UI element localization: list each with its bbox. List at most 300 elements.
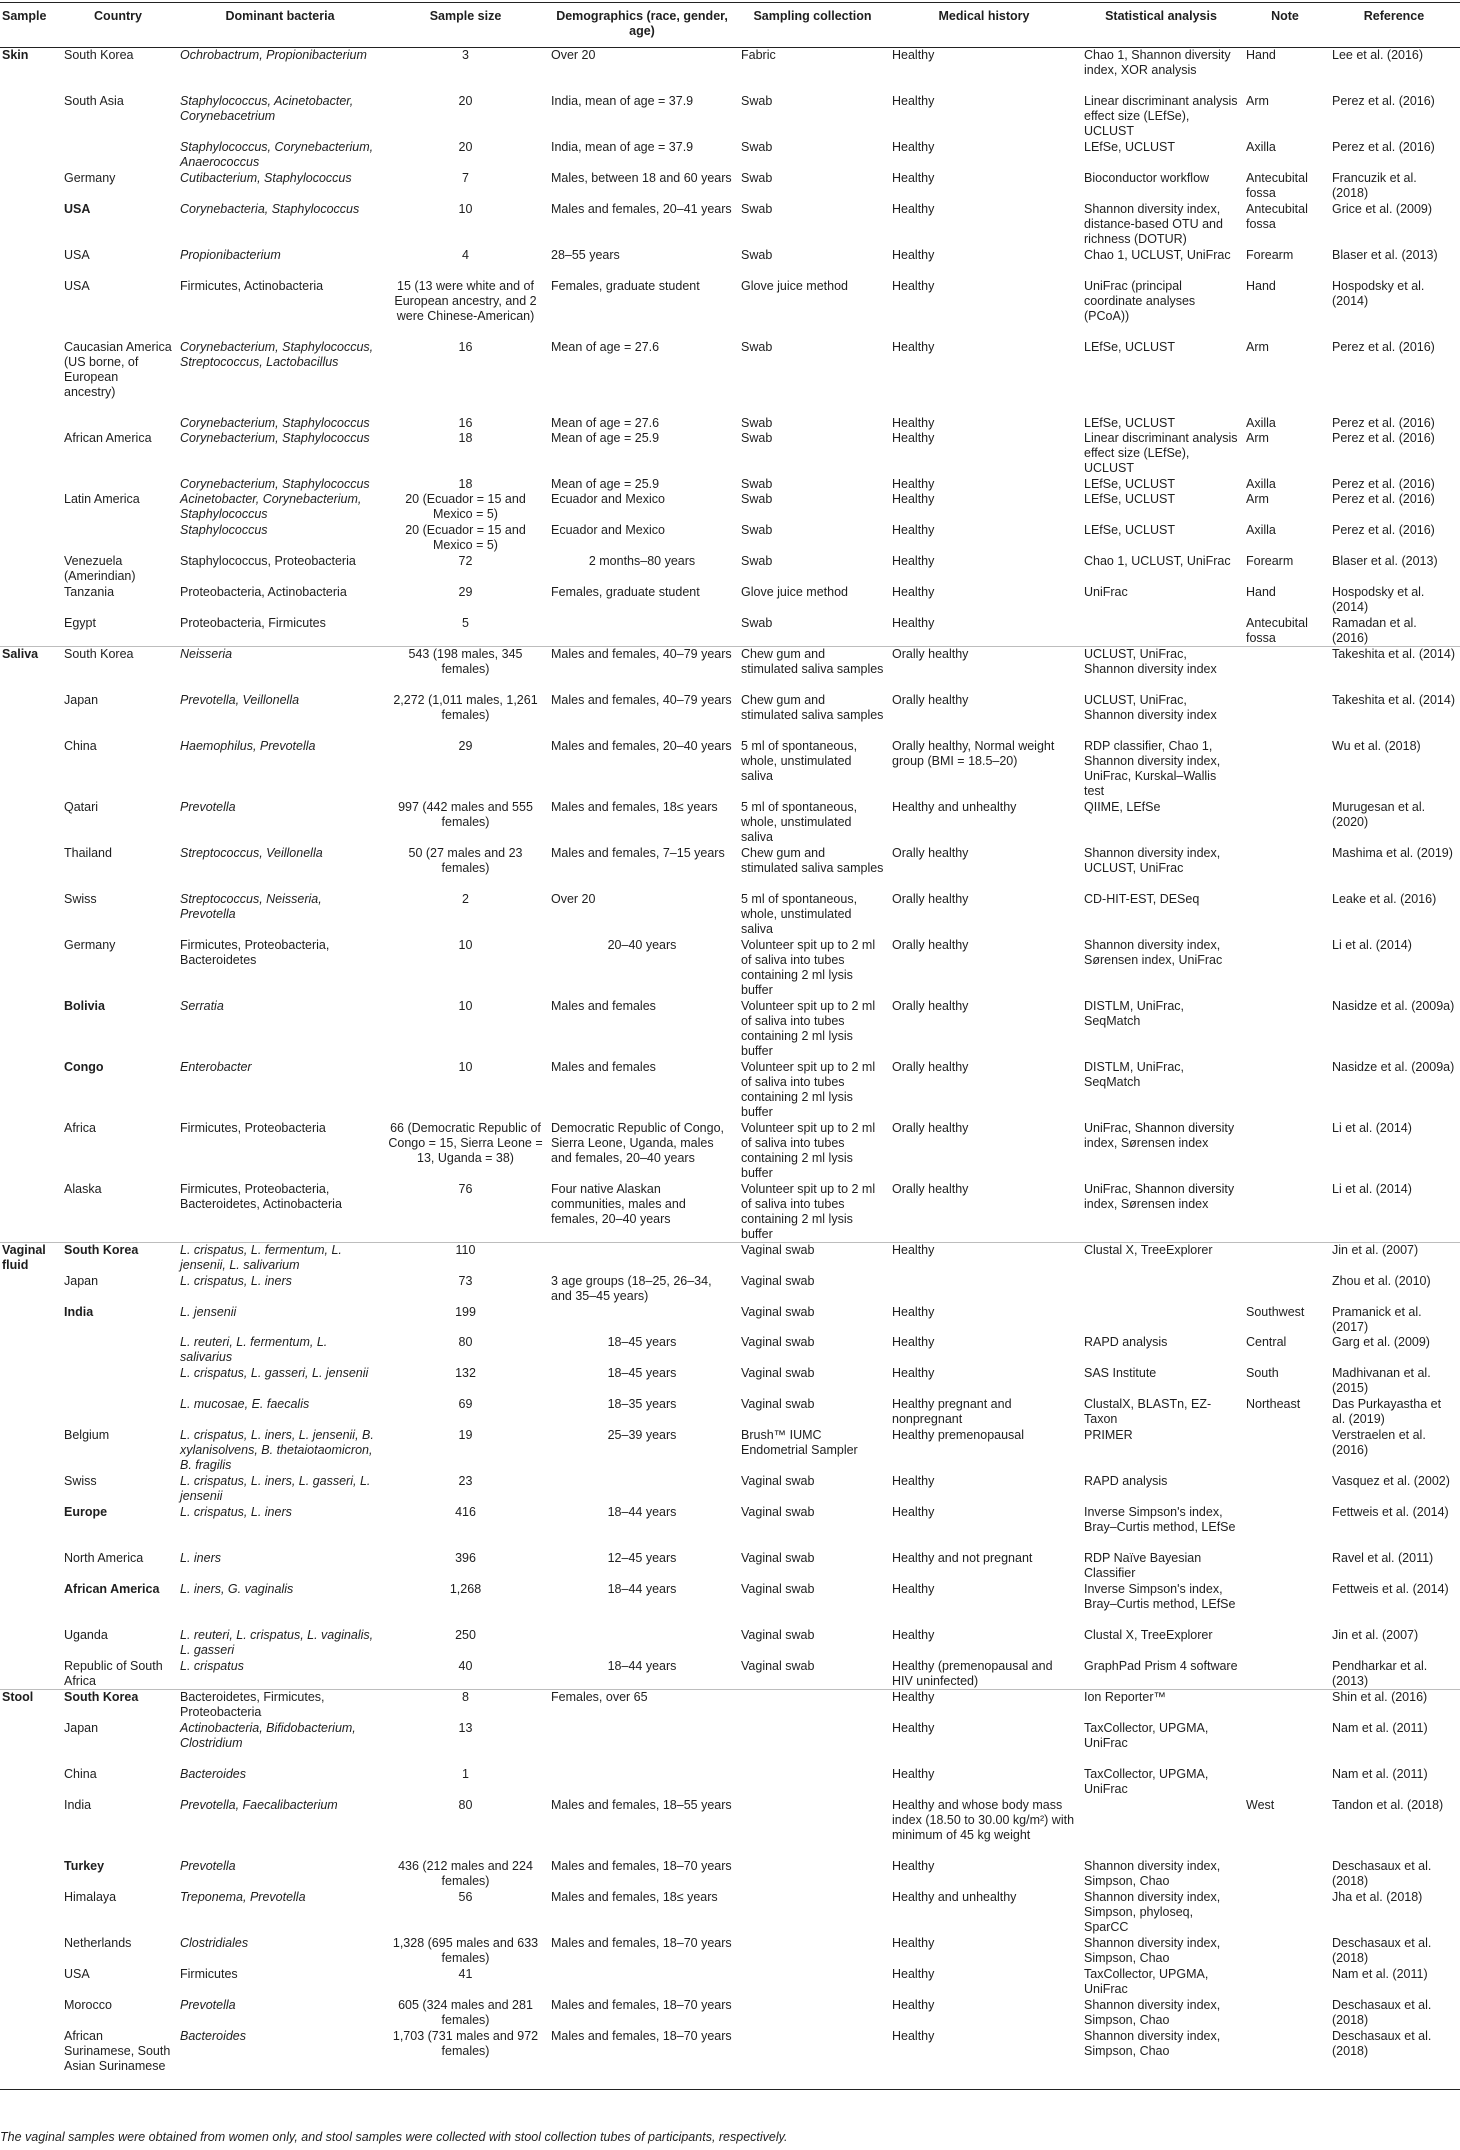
cell-country: Belgium <box>64 1427 110 1442</box>
cell-statistical-analysis: Clustal X, TreeExplorer <box>1084 1627 1213 1642</box>
cell-medical-history: Orally healthy <box>892 692 969 707</box>
cell-reference: Mashima et al. (2019) <box>1332 845 1453 860</box>
cell-country <box>60 477 176 492</box>
table-header-row <box>0 3 1460 48</box>
cell-note: Forearm <box>1246 553 1294 568</box>
cell-demographics: Mean of age = 25.9 <box>551 430 660 445</box>
cell-sample-size: 10 <box>458 201 473 216</box>
cell-demographics: 18–44 years <box>607 1581 677 1596</box>
cell-demographics: Males and females, 18≤ years <box>551 799 718 814</box>
cell-note <box>1242 1967 1328 1998</box>
table-row <box>0 279 1460 340</box>
cell-statistical-analysis: Linear discriminant analysis effect size (LEfSe), UCLUST <box>1084 430 1238 475</box>
cell-demographics: Males and females <box>551 1059 656 1074</box>
cell-dominant-bacteria: Corynebacterium, Staphylococcus, Streptococcus, Lactobacillus <box>180 339 374 369</box>
cell-sampling-collection <box>737 1690 888 1721</box>
table-row <box>0 1274 1460 1305</box>
cell-medical-history: Healthy and not pregnant <box>892 1550 1033 1565</box>
cell-reference: Perez et al. (2016) <box>1332 491 1435 506</box>
cell-medical-history: Orally healthy <box>892 1059 969 1074</box>
cell-statistical-analysis: UniFrac <box>1084 584 1128 599</box>
cell-sampling-collection: Vaginal swab <box>741 1334 815 1349</box>
cell-reference: Takeshita et al. (2014) <box>1328 647 1460 693</box>
cell-dominant-bacteria: L. crispatus <box>180 1658 244 1673</box>
cell-medical-history: Healthy and unhealthy <box>892 799 1017 814</box>
cell-demographics: 20–40 years <box>607 937 677 952</box>
cell-sampling-collection: Vaginal swab <box>741 1365 815 1380</box>
cell-country: African America <box>64 430 152 445</box>
cell-dominant-bacteria: Cutibacterium, Staphylococcus <box>180 170 352 185</box>
cell-medical-history: Healthy <box>888 1690 1080 1721</box>
table-row <box>0 1998 1460 2029</box>
cell-dominant-bacteria: Clostridiales <box>180 1935 249 1950</box>
table-row <box>0 1121 1460 1182</box>
cell-sample <box>0 846 60 892</box>
cell-country: Japan <box>64 692 99 707</box>
cell-country: China <box>64 738 97 753</box>
cell-demographics: Males and females, 40–79 years <box>547 647 737 693</box>
table-row <box>0 1798 1460 1859</box>
table-row <box>0 1890 1460 1936</box>
cell-statistical-analysis: ClustalX, BLASTn, EZ-Taxon <box>1084 1396 1212 1426</box>
cell-note: Axilla <box>1246 522 1276 537</box>
cell-demographics: Over 20 <box>547 48 737 94</box>
table-row <box>0 1397 1460 1428</box>
table-row <box>0 1505 1460 1551</box>
cell-statistical-analysis: Shannon diversity index, Simpson, Chao <box>1084 1997 1221 2027</box>
cell-reference: Blaser et al. (2013) <box>1332 553 1438 568</box>
cell-sample <box>0 1659 60 1690</box>
cell-medical-history: Healthy <box>892 139 935 154</box>
cell-note: Arm <box>1246 430 1269 445</box>
cell-demographics: Males and females, 20–40 years <box>551 738 732 753</box>
cell-sampling-collection: 5 ml of spontaneous, whole, unstimulated saliva <box>741 891 858 936</box>
cell-sample <box>0 1890 60 1936</box>
cell-note: Forearm <box>1246 247 1294 262</box>
cell-medical-history: Healthy <box>892 170 935 185</box>
cell-country: Alaska <box>64 1181 102 1196</box>
cell-statistical-analysis: LEfSe, UCLUST <box>1084 415 1176 430</box>
cell-statistical-analysis: TaxCollector, UPGMA, UniFrac <box>1084 1966 1209 1996</box>
cell-note <box>1242 1182 1328 1243</box>
cell-note <box>1242 1551 1328 1582</box>
cell-demographics <box>547 1474 737 1505</box>
table-row <box>0 202 1460 248</box>
cell-dominant-bacteria: Corynebacterium, Staphylococcus <box>180 415 370 430</box>
cell-reference: Perez et al. (2016) <box>1332 339 1435 354</box>
cell-medical-history: Orally healthy <box>892 998 969 1013</box>
cell-demographics: Over 20 <box>551 891 596 906</box>
cell-statistical-analysis: PRIMER <box>1084 1427 1133 1442</box>
cell-sampling-collection <box>737 1721 888 1767</box>
cell-sampling-collection: Vaginal swab <box>741 1396 815 1411</box>
cell-sample <box>0 140 60 171</box>
cell-statistical-analysis: UniFrac, Shannon diversity index, Sørensen index <box>1084 1181 1235 1211</box>
cell-demographics: 18–44 years <box>607 1658 677 1673</box>
table-row <box>0 1060 1460 1121</box>
cell-reference: Perez et al. (2016) <box>1332 415 1435 430</box>
cell-reference: Das Purkayastha et al. (2019) <box>1332 1396 1442 1426</box>
cell-note <box>1242 1767 1328 1798</box>
table-body <box>0 48 1460 2090</box>
cell-sample <box>0 202 60 248</box>
cell-sampling-collection: Swab <box>741 139 773 154</box>
cell-sample <box>0 938 60 999</box>
cell-note: Arm <box>1246 339 1269 354</box>
header-medical-history: Medical history <box>888 3 1080 48</box>
cell-dominant-bacteria: L. jensenii <box>180 1304 237 1319</box>
cell-sample-size: 16 <box>458 339 473 354</box>
cell-dominant-bacteria: Acinetobacter, Corynebacterium, Staphylococcus <box>180 491 362 521</box>
table-row <box>0 1936 1460 1967</box>
cell-dominant-bacteria: L. mucosae, E. faecalis <box>180 1396 310 1411</box>
cell-statistical-analysis: LEfSe, UCLUST <box>1084 139 1176 154</box>
cell-sample-size: 73 <box>458 1273 473 1288</box>
cell-country: China <box>64 1766 97 1781</box>
cell-sample <box>0 340 60 416</box>
cell-reference: Deschasaux et al. (2018) <box>1332 1858 1432 1888</box>
cell-demographics: Mean of age = 27.6 <box>551 415 660 430</box>
cell-note: Hand <box>1246 584 1276 599</box>
cell-country: Germany <box>64 170 116 185</box>
cell-sample <box>0 1551 60 1582</box>
cell-statistical-analysis: TaxCollector, UPGMA, UniFrac <box>1084 1720 1209 1750</box>
cell-note <box>1242 1659 1328 1690</box>
cell-sample <box>0 616 60 647</box>
table-row <box>0 616 1460 647</box>
cell-medical-history: Orally healthy <box>892 1181 969 1196</box>
cell-country: Europe <box>64 1504 108 1519</box>
cell-sample <box>0 1628 60 1659</box>
cell-sampling-collection: Swab <box>741 247 773 262</box>
cell-demographics <box>547 1767 737 1798</box>
cell-dominant-bacteria: L. iners <box>180 1550 221 1565</box>
cell-statistical-analysis: GraphPad Prism 4 software <box>1084 1658 1238 1673</box>
cell-note: Arm <box>1246 93 1269 108</box>
cell-reference: Jin et al. (2007) <box>1328 1243 1460 1274</box>
cell-medical-history: Healthy <box>892 615 935 630</box>
cell-dominant-bacteria: Bacteroidetes, Firmicutes, Proteobacteria <box>176 1690 384 1721</box>
cell-reference: Li et al. (2014) <box>1332 1120 1412 1135</box>
cell-sampling-collection: Volunteer spit up to 2 ml of saliva into tubes containing 2 ml lysis buffer <box>741 1181 876 1241</box>
cell-note: Hand <box>1242 48 1328 94</box>
cell-note: Axilla <box>1246 476 1276 491</box>
cell-dominant-bacteria: Corynebacterium, Staphylococcus <box>180 430 370 445</box>
cell-reference: Perez et al. (2016) <box>1332 476 1435 491</box>
cell-statistical-analysis: UCLUST, UniFrac, Shannon diversity index <box>1084 692 1217 722</box>
cell-reference: Madhivanan et al. (2015) <box>1332 1365 1431 1395</box>
cell-note: Northeast <box>1246 1396 1301 1411</box>
cell-country <box>60 523 176 554</box>
cell-sampling-collection: Swab <box>741 415 773 430</box>
cell-demographics: Democratic Republic of Congo, Sierra Leone, Uganda, males and females, 20–40 years <box>551 1120 724 1165</box>
cell-sample-size: 10 <box>458 998 473 1013</box>
cell-statistical-analysis: UniFrac (principal coordinate analyses (PCoA)) <box>1084 278 1196 323</box>
cell-sample <box>0 1305 60 1335</box>
cell-sampling-collection <box>737 1859 888 1890</box>
cell-statistical-analysis: RDP Naïve Bayesian Classifier <box>1084 1550 1202 1580</box>
cell-sample-size: 40 <box>458 1658 473 1673</box>
cell-medical-history: Healthy <box>892 584 935 599</box>
cell-reference: Jha et al. (2018) <box>1332 1889 1423 1904</box>
cell-note: Arm <box>1246 491 1269 506</box>
table-row <box>0 800 1460 846</box>
cell-country: Japan <box>64 1273 99 1288</box>
cell-demographics: Females, over 65 <box>547 1690 737 1721</box>
cell-medical-history: Healthy <box>888 1243 1080 1274</box>
cell-dominant-bacteria: Prevotella <box>180 1997 236 2012</box>
cell-note <box>1242 1890 1328 1936</box>
cell-medical-history: Healthy <box>892 1581 935 1596</box>
table-row <box>0 1335 1460 1366</box>
cell-dominant-bacteria: Bacteroides <box>176 2029 384 2090</box>
cell-reference: Nasidze et al. (2009a) <box>1332 1059 1455 1074</box>
cell-reference: Perez et al. (2016) <box>1332 430 1435 445</box>
cell-statistical-analysis: Chao 1, Shannon diversity index, XOR analysis <box>1080 48 1242 94</box>
cell-sample-size: 20 (Ecuador = 15 and Mexico = 5) <box>405 491 526 521</box>
cell-sample-size: 80 <box>458 1334 473 1349</box>
cell-country: Netherlands <box>64 1935 132 1950</box>
cell-medical-history: Healthy <box>892 1766 935 1781</box>
cell-demographics: Males and females, 7–15 years <box>551 845 725 860</box>
cell-country: South Korea <box>60 647 176 693</box>
cell-statistical-analysis: Inverse Simpson's index, Bray–Curtis method, LEfSe <box>1084 1504 1236 1534</box>
cell-sampling-collection: Vaginal swab <box>741 1473 815 1488</box>
cell-sample-size: 3 <box>384 48 547 94</box>
cell-note: South <box>1246 1365 1279 1380</box>
cell-note <box>1242 1690 1328 1721</box>
cell-dominant-bacteria: L. reuteri, L. fermentum, L. salivarius <box>180 1334 328 1364</box>
table-row <box>0 94 1460 140</box>
cell-medical-history: Healthy <box>892 339 935 354</box>
table-row <box>0 140 1460 171</box>
cell-sampling-collection: Brush™ IUMC Endometrial Sampler <box>741 1427 858 1457</box>
cell-sample-size: 1 <box>462 1766 469 1781</box>
cell-demographics: 3 age groups (18–25, 26–34, and 35–45 years) <box>551 1273 712 1303</box>
cell-sample-size: 2 <box>462 891 469 906</box>
cell-reference: Murugesan et al. (2020) <box>1332 799 1426 829</box>
cell-note <box>1242 1121 1328 1182</box>
cell-country: Africa <box>64 1120 96 1135</box>
table-row <box>0 2029 1460 2090</box>
cell-dominant-bacteria: Serratia <box>180 998 224 1013</box>
cell-sample <box>0 1859 60 1890</box>
cell-country <box>60 416 176 431</box>
cell-sampling-collection: Vaginal swab <box>741 1273 815 1288</box>
cell-dominant-bacteria: Streptococcus, Neisseria, Prevotella <box>180 891 322 921</box>
cell-sampling-collection: Swab <box>741 93 773 108</box>
cell-sample-size: 18 <box>458 430 473 445</box>
cell-demographics: Ecuador and Mexico <box>551 491 665 506</box>
cell-sample <box>0 171 60 202</box>
cell-sample-size: 41 <box>458 1966 473 1981</box>
cell-country: Thailand <box>64 845 112 860</box>
cell-statistical-analysis: Shannon diversity index, Simpson, Chao <box>1084 1935 1221 1965</box>
cell-statistical-analysis: LEfSe, UCLUST <box>1084 491 1176 506</box>
cell-statistical-analysis: UCLUST, UniFrac, Shannon diversity index <box>1080 647 1242 693</box>
cell-sample <box>0 1798 60 1859</box>
cell-note <box>1242 1628 1328 1659</box>
cell-statistical-analysis: QIIME, LEfSe <box>1084 799 1161 814</box>
cell-note <box>1242 892 1328 938</box>
cell-sampling-collection: Fabric <box>737 48 888 94</box>
cell-statistical-analysis: Linear discriminant analysis effect size (LEfSe), UCLUST <box>1084 93 1238 138</box>
cell-sampling-collection: Volunteer spit up to 2 ml of saliva into tubes containing 2 ml lysis buffer <box>741 937 876 997</box>
cell-country: Republic of South Africa <box>64 1658 163 1688</box>
cell-statistical-analysis: Clustal X, TreeExplorer <box>1080 1243 1242 1274</box>
cell-sampling-collection: Vaginal swab <box>737 1243 888 1274</box>
cell-note <box>1242 1721 1328 1767</box>
cell-reference: Nam et al. (2011) <box>1332 1966 1428 1981</box>
cell-reference: Pramanick et al. (2017) <box>1332 1304 1422 1334</box>
cell-country: Japan <box>64 1720 99 1735</box>
cell-sample <box>0 1967 60 1998</box>
table-footnote: The vaginal samples were obtained from women only, and stool samples were collected with stool collection tubes of participants, respectively. <box>0 2130 788 2144</box>
cell-demographics <box>547 616 737 647</box>
cell-note <box>1242 800 1328 846</box>
cell-medical-history: Healthy <box>892 201 935 216</box>
cell-sample-size: 72 <box>458 553 473 568</box>
cell-statistical-analysis: RAPD analysis <box>1084 1473 1168 1488</box>
cell-reference: Garg et al. (2009) <box>1332 1334 1430 1349</box>
cell-sample <box>0 892 60 938</box>
table-row <box>0 1767 1460 1798</box>
cell-sampling-collection <box>737 1936 888 1967</box>
cell-medical-history: Healthy <box>892 1997 935 2012</box>
table-row <box>0 523 1460 554</box>
cell-sample-size: 7 <box>462 170 469 185</box>
cell-dominant-bacteria: Neisseria <box>176 647 384 693</box>
cell-sample <box>0 1767 60 1798</box>
cell-sampling-collection: Vaginal swab <box>741 1550 815 1565</box>
cell-sample-size: 76 <box>458 1181 473 1196</box>
cell-reference: Shin et al. (2016) <box>1328 1690 1460 1721</box>
cell-sampling-collection <box>737 1890 888 1936</box>
cell-reference: Deschasaux et al. (2018) <box>1332 1935 1432 1965</box>
cell-sample: Saliva <box>0 647 60 693</box>
cell-sample-size: 250 <box>455 1627 476 1642</box>
cell-demographics: India, mean of age = 37.9 <box>551 93 694 108</box>
cell-statistical-analysis: Ion Reporter™ <box>1080 1690 1242 1721</box>
cell-sampling-collection: Swab <box>741 522 773 537</box>
cell-sample-size: 436 (212 males and 224 females) <box>398 1858 533 1888</box>
cell-dominant-bacteria: L. reuteri, L. crispatus, L. vaginalis, L. gasseri <box>180 1627 374 1657</box>
table-row <box>0 1305 1460 1335</box>
cell-reference: Nasidze et al. (2009a) <box>1332 998 1455 1013</box>
cell-sample-size: 23 <box>458 1473 473 1488</box>
cell-sample-size: 15 (13 were white and of European ancestry, and 2 were Chinese-American) <box>394 278 537 323</box>
cell-dominant-bacteria: L. crispatus, L. iners <box>180 1504 292 1519</box>
cell-sample-size: 1,328 (695 males and 633 females) <box>392 1935 539 1965</box>
cell-statistical-analysis: LEfSe, UCLUST <box>1084 522 1176 537</box>
cell-country: India <box>64 1304 94 1319</box>
cell-dominant-bacteria: L. crispatus, L. iners, L. jensenii, B. xylanisolvens, B. thetaiotaomicron, B. fragilis <box>180 1427 374 1472</box>
cell-sampling-collection: Glove juice method <box>741 584 849 599</box>
cell-medical-history: Healthy <box>892 1365 935 1380</box>
cell-demographics: 18–35 years <box>607 1396 677 1411</box>
cell-sample <box>0 1274 60 1305</box>
cell-note: Antecubital fossa <box>1246 170 1308 200</box>
cell-country: Bolivia <box>64 998 105 1013</box>
header-sample-size: Sample size <box>384 3 547 48</box>
cell-country: USA <box>64 1966 90 1981</box>
cell-sample-size: 19 <box>458 1427 473 1442</box>
cell-demographics: Males and females, 40–79 years <box>551 692 732 707</box>
cell-dominant-bacteria: Enterobacter <box>180 1059 252 1074</box>
cell-country: South Korea <box>60 1690 176 1721</box>
cell-demographics: Mean of age = 25.9 <box>551 476 660 491</box>
cell-reference: Verstraelen et al. (2016) <box>1332 1427 1426 1457</box>
cell-medical-history: Healthy <box>892 93 935 108</box>
cell-country <box>60 140 176 171</box>
cell-country: Turkey <box>64 1858 105 1873</box>
cell-note: West <box>1246 1797 1275 1812</box>
cell-sample-size: 605 (324 males and 281 females) <box>398 1997 533 2027</box>
cell-reference: Lee et al. (2016) <box>1328 48 1460 94</box>
cell-statistical-analysis <box>1080 1798 1242 1859</box>
table-row <box>0 1859 1460 1890</box>
cell-medical-history: Healthy <box>892 1966 935 1981</box>
cell-sample-size: 199 <box>455 1304 476 1319</box>
header-sample: Sample <box>0 3 60 48</box>
cell-medical-history: Healthy <box>892 1334 935 1349</box>
cell-sample <box>0 1335 60 1366</box>
cell-sampling-collection <box>737 1967 888 1998</box>
cell-country: Tanzania <box>64 584 115 599</box>
cell-sampling-collection: Volunteer spit up to 2 ml of saliva into tubes containing 2 ml lysis buffer <box>741 1120 876 1180</box>
cell-sample <box>0 1060 60 1121</box>
cell-country: Egypt <box>64 615 96 630</box>
cell-statistical-analysis: Shannon diversity index, UCLUST, UniFrac <box>1084 845 1221 875</box>
cell-reference: Deschasaux et al. (2018) <box>1332 1997 1432 2027</box>
cell-sample <box>0 1505 60 1551</box>
cell-dominant-bacteria: Proteobacteria, Firmicutes <box>180 615 326 630</box>
cell-country: African America <box>64 1581 160 1596</box>
cell-demographics <box>547 1628 737 1659</box>
cell-country: Himalaya <box>64 1889 117 1904</box>
cell-dominant-bacteria: Firmicutes <box>180 1966 238 1981</box>
cell-statistical-analysis: RDP classifier, Chao 1, Shannon diversity index, UniFrac, Kurskal–Wallis test <box>1084 738 1221 798</box>
cell-sampling-collection: Chew gum and stimulated saliva samples <box>741 692 884 722</box>
cell-medical-history: Healthy <box>892 247 935 262</box>
cell-reference: Nam et al. (2011) <box>1332 1766 1428 1781</box>
cell-reference: Hospodsky et al. (2014) <box>1332 278 1425 308</box>
cell-note <box>1242 647 1328 693</box>
cell-country: South Asia <box>64 93 124 108</box>
cell-demographics: Males and females, 18–70 years <box>551 1935 732 1950</box>
cell-sampling-collection: Swab <box>741 430 773 445</box>
cell-medical-history: Healthy <box>892 1304 935 1319</box>
cell-reference: Jin et al. (2007) <box>1332 1627 1419 1642</box>
cell-sampling-collection: Vaginal swab <box>741 1627 815 1642</box>
cell-dominant-bacteria: Firmicutes, Proteobacteria, Bacteroidetes, Actinobacteria <box>180 1181 342 1211</box>
cell-reference: Ramadan et al. (2016) <box>1332 615 1417 645</box>
cell-dominant-bacteria: Actinobacteria, Bifidobacterium, Clostridium <box>180 1720 356 1750</box>
cell-note: Hand <box>1246 278 1276 293</box>
cell-sample-size: 20 (Ecuador = 15 and Mexico = 5) <box>405 522 526 552</box>
cell-sample <box>0 1397 60 1428</box>
header-note: Note <box>1242 3 1328 48</box>
cell-demographics: India, mean of age = 37.9 <box>551 139 694 154</box>
table-row <box>0 693 1460 739</box>
cell-sampling-collection: Vaginal swab <box>741 1581 815 1596</box>
cell-note <box>1242 1859 1328 1890</box>
table-row <box>0 171 1460 202</box>
cell-note <box>1242 1936 1328 1967</box>
cell-reference: Takeshita et al. (2014) <box>1332 692 1455 707</box>
cell-sample-size: 69 <box>458 1396 473 1411</box>
cell-sample <box>0 1936 60 1967</box>
